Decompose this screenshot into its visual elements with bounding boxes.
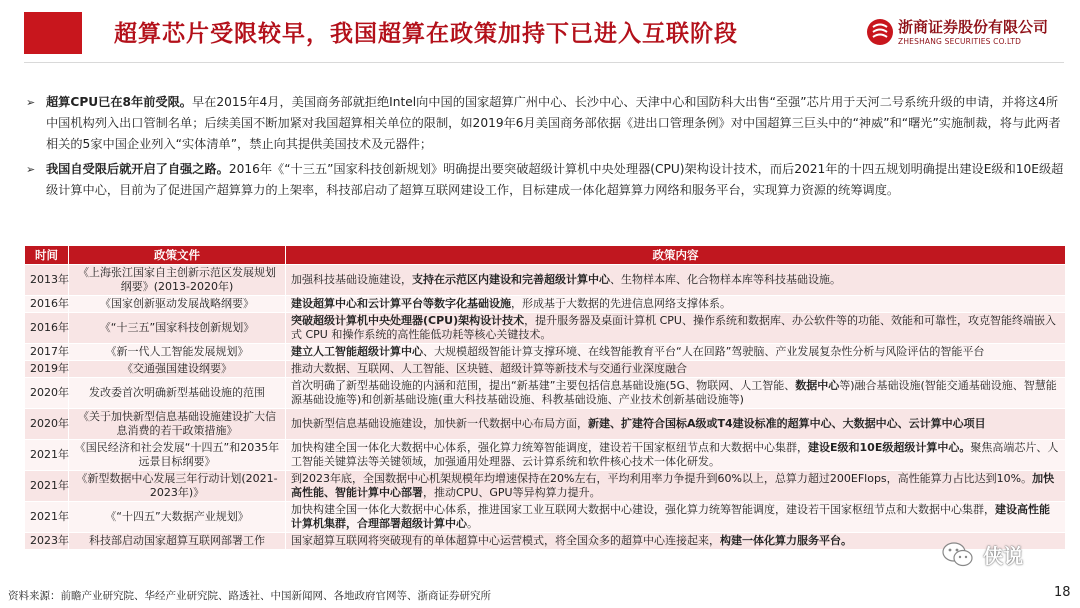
cell-time: 2021年 <box>25 471 69 502</box>
table-row <box>25 378 1066 409</box>
cell-time: 2016年 <box>25 296 69 313</box>
table-row <box>25 440 1066 471</box>
content-highlight: 建设高性能计算机集群，合理部署超级计算中心 <box>291 503 1050 530</box>
cell-policy-doc: 《“十三五”国家科技创新规划》 <box>69 313 286 344</box>
table-body <box>25 265 1066 550</box>
content-highlight: 建设超算中心和云计算平台等数字化基础设施 <box>291 297 511 310</box>
cell-time: 2023年 <box>25 533 69 550</box>
cell-policy-content <box>286 265 1066 296</box>
content-text: 首次明确了新型基础设施的内涵和范围，提出“新基建”主要包括信息基础设施(5G、物联网、人工智能、 <box>291 379 796 392</box>
cell-policy-doc: 科技部启动国家超算互联网部署工作 <box>69 533 286 550</box>
cell-time: 2013年 <box>25 265 69 296</box>
cell-policy-doc: 《上海张江国家自主创新示范区发展规划纲要》(2013-2020年) <box>69 265 286 296</box>
cell-time: 2016年 <box>25 313 69 344</box>
table-row <box>25 313 1066 344</box>
company-logo <box>866 16 1066 54</box>
cell-policy-content <box>286 471 1066 502</box>
header-policy-doc: 政策文件 <box>69 246 286 265</box>
content-highlight: 建设E级和10E级超级计算中心。 <box>808 441 971 454</box>
page-title: 超算芯片受限较早，我国超算在政策加持下已进入互联阶段 <box>114 21 738 47</box>
header-policy-content: 政策内容 <box>286 246 1066 265</box>
cell-policy-doc: 《国家创新驱动发展战略纲要》 <box>69 296 286 313</box>
cell-policy-doc: 《“十四五”大数据产业规划》 <box>69 502 286 533</box>
cell-policy-content <box>286 502 1066 533</box>
table-header-row <box>25 246 1066 265</box>
title-divider <box>24 62 1064 63</box>
table-row <box>25 471 1066 502</box>
cell-time: 2020年 <box>25 409 69 440</box>
content-text: 加快新型信息基础设施建设，加快新一代数据中心布局方面， <box>291 417 588 430</box>
content-text: ，形成基于大数据的先进信息网络支撑体系。 <box>511 297 731 310</box>
cell-policy-doc: 《关于加快新型信息基础设施建设扩大信息消费的若干政策措施》 <box>69 409 286 440</box>
content-text: ，提升服务器及桌面计算机 CPU、操作系统和数据库、办公软件等的功能、效能和可靠性，攻克智能终端嵌入式 CPU 和操作系统的高性能低功耗等核心关键技术。 <box>291 314 1056 341</box>
logo-company-name: 浙商证券股份有限公司 <box>898 18 1049 36</box>
table-row <box>25 533 1066 550</box>
page-number: 18 <box>1054 585 1071 600</box>
policy-table <box>24 245 1066 550</box>
cell-time: 2021年 <box>25 440 69 471</box>
cell-policy-content <box>286 344 1066 361</box>
table-row <box>25 409 1066 440</box>
zheshang-logo-icon <box>866 18 894 46</box>
table-row <box>25 296 1066 313</box>
arrow-bullet-icon: ➢ <box>26 163 36 176</box>
content-highlight: 数据中心 <box>795 379 840 392</box>
logo-company-name-en: ZHESHANG SECURITIES CO.LTD <box>898 37 1022 46</box>
table-row <box>25 344 1066 361</box>
cell-policy-content <box>286 409 1066 440</box>
content-highlight: 构建一体化算力服务平台。 <box>720 534 852 547</box>
content-text: 加快构建全国一体化大数据中心体系，强化算力统筹智能调度，建设若干国家枢纽节点和大数据中心集群， <box>291 441 808 454</box>
cell-time: 2019年 <box>25 361 69 378</box>
bullet-item <box>22 92 1066 155</box>
wechat-icon <box>942 541 974 569</box>
content-text: 国家超算互联网将突破现有的单体超算中心运营模式，将全国众多的超算中心连接起来， <box>291 534 720 547</box>
content-highlight: 建立人工智能超级计算中心 <box>291 345 423 358</box>
content-text: 加强科技基础设施建设， <box>291 273 412 286</box>
table-row <box>25 502 1066 533</box>
content-highlight: 突破超级计算机中央处理器(CPU)架构设计技术 <box>291 314 525 327</box>
bullet-lead: 我国自受限后就开启了自强之路。 <box>46 162 229 176</box>
cell-policy-doc: 《新型数据中心发展三年行动计划(2021-2023年)》 <box>69 471 286 502</box>
bullet-item <box>22 159 1066 201</box>
content-text: 推动大数据、互联网、人工智能、区块链、超级计算等新技术与交通行业深度融合 <box>291 362 687 375</box>
content-text: ，推动CPU、GPU等异构算力提升。 <box>423 486 601 499</box>
source-note: 资料来源：前瞻产业研究院、华经产业研究院、路透社、中国新闻网、各地政府官网等、浙商证券研究所 <box>8 590 491 602</box>
cell-policy-doc: 发改委首次明确新型基础设施的范围 <box>69 378 286 409</box>
cell-policy-content <box>286 296 1066 313</box>
cell-time: 2021年 <box>25 502 69 533</box>
cell-policy-content <box>286 313 1066 344</box>
cell-time: 2017年 <box>25 344 69 361</box>
content-text: 聚焦高端芯片、人工智能关键算法等关键领域，加强通用处理器、云计算系统和软件核心技术一体化研发。 <box>291 441 1059 468</box>
title-accent-block <box>24 12 82 54</box>
content-highlight: 支持在示范区内建设和完善超级计算中心 <box>412 273 610 286</box>
content-text: 、生物样本库、化合物样本库等科技基础设施。 <box>610 273 841 286</box>
content-text: 加快构建全国一体化大数据中心体系，推进国家工业互联网大数据中心建设，强化算力统筹智能调度，建设若干国家枢纽节点和大数据中心集群， <box>291 503 995 516</box>
cell-policy-content <box>286 440 1066 471</box>
content-text: 、大规模超级智能计算支撑环境、在线智能教育平台“人在回路”驾驶脑、产业发展复杂性分析与风险评估的智能平台 <box>423 345 985 358</box>
content-text: 。 <box>467 517 478 530</box>
content-text: 等)融合基础设施(智能交通基础设施、智慧能源基础设施等)和创新基础设施(重大科技基础设施、科教基础设施、产业技术创新基础设施等) <box>291 379 1057 406</box>
cell-time: 2020年 <box>25 378 69 409</box>
content-highlight: 新建、扩建符合国标A级或T4建设标准的超算中心、大数据中心、云计算中心项目 <box>588 417 986 430</box>
cell-policy-doc: 《新一代人工智能发展规划》 <box>69 344 286 361</box>
bullet-list <box>22 92 1066 205</box>
watermark-text: 侠说 <box>983 544 1024 568</box>
table-row <box>25 361 1066 378</box>
table-row <box>25 265 1066 296</box>
content-text: 到2023年底，全国数据中心机架规模年均增速保持在20%左右，平均利用率力争提升到60%以上，总算力超过200EFlops，高性能算力占比达到10%。 <box>291 472 1033 485</box>
header-time: 时间 <box>25 246 69 265</box>
bullet-text: 早在2015年4月，美国商务部就拒绝Intel向中国的国家超算广州中心、长沙中心、天津中心和国防科大出售“至强”芯片用于天河二号系统升级的申请，并将这4所中国机构列入出口管制名单；后续美国不断加紧对我国超算相关单位的限制，如2019年6月美国商务部依据《进出口管理条例》对中国超算三巨头中的“神威”和“曙光”实施制裁，将与此两者相关的5家中国企业列入“实体清单”，禁止向其提供美国技术及元器件； <box>46 95 1061 151</box>
cell-policy-content <box>286 361 1066 378</box>
cell-policy-doc: 《国民经济和社会发展“十四五”和2035年远景目标纲要》 <box>69 440 286 471</box>
cell-policy-content <box>286 378 1066 409</box>
arrow-bullet-icon: ➢ <box>26 96 36 109</box>
content-highlight: 加快高性能、智能计算中心部署 <box>291 472 1055 499</box>
bullet-text: 2016年《“十三五”国家科技创新规划》明确提出要突破超级计算机中央处理器(CPU)架构设计技术，而后2021年的十四五规划明确提出建设E级和10E级超级计算中心，目前为了促进国产超算算力的上架率，科技部启动了超算互联网建设工作，目标建成一体化超算算力网络和服务平台，实现算力资源的统筹调度。 <box>46 162 1064 197</box>
bullet-lead: 超算CPU已在8年前受限。 <box>46 95 192 109</box>
watermark <box>942 540 1023 576</box>
cell-policy-doc: 《交通强国建设纲要》 <box>69 361 286 378</box>
